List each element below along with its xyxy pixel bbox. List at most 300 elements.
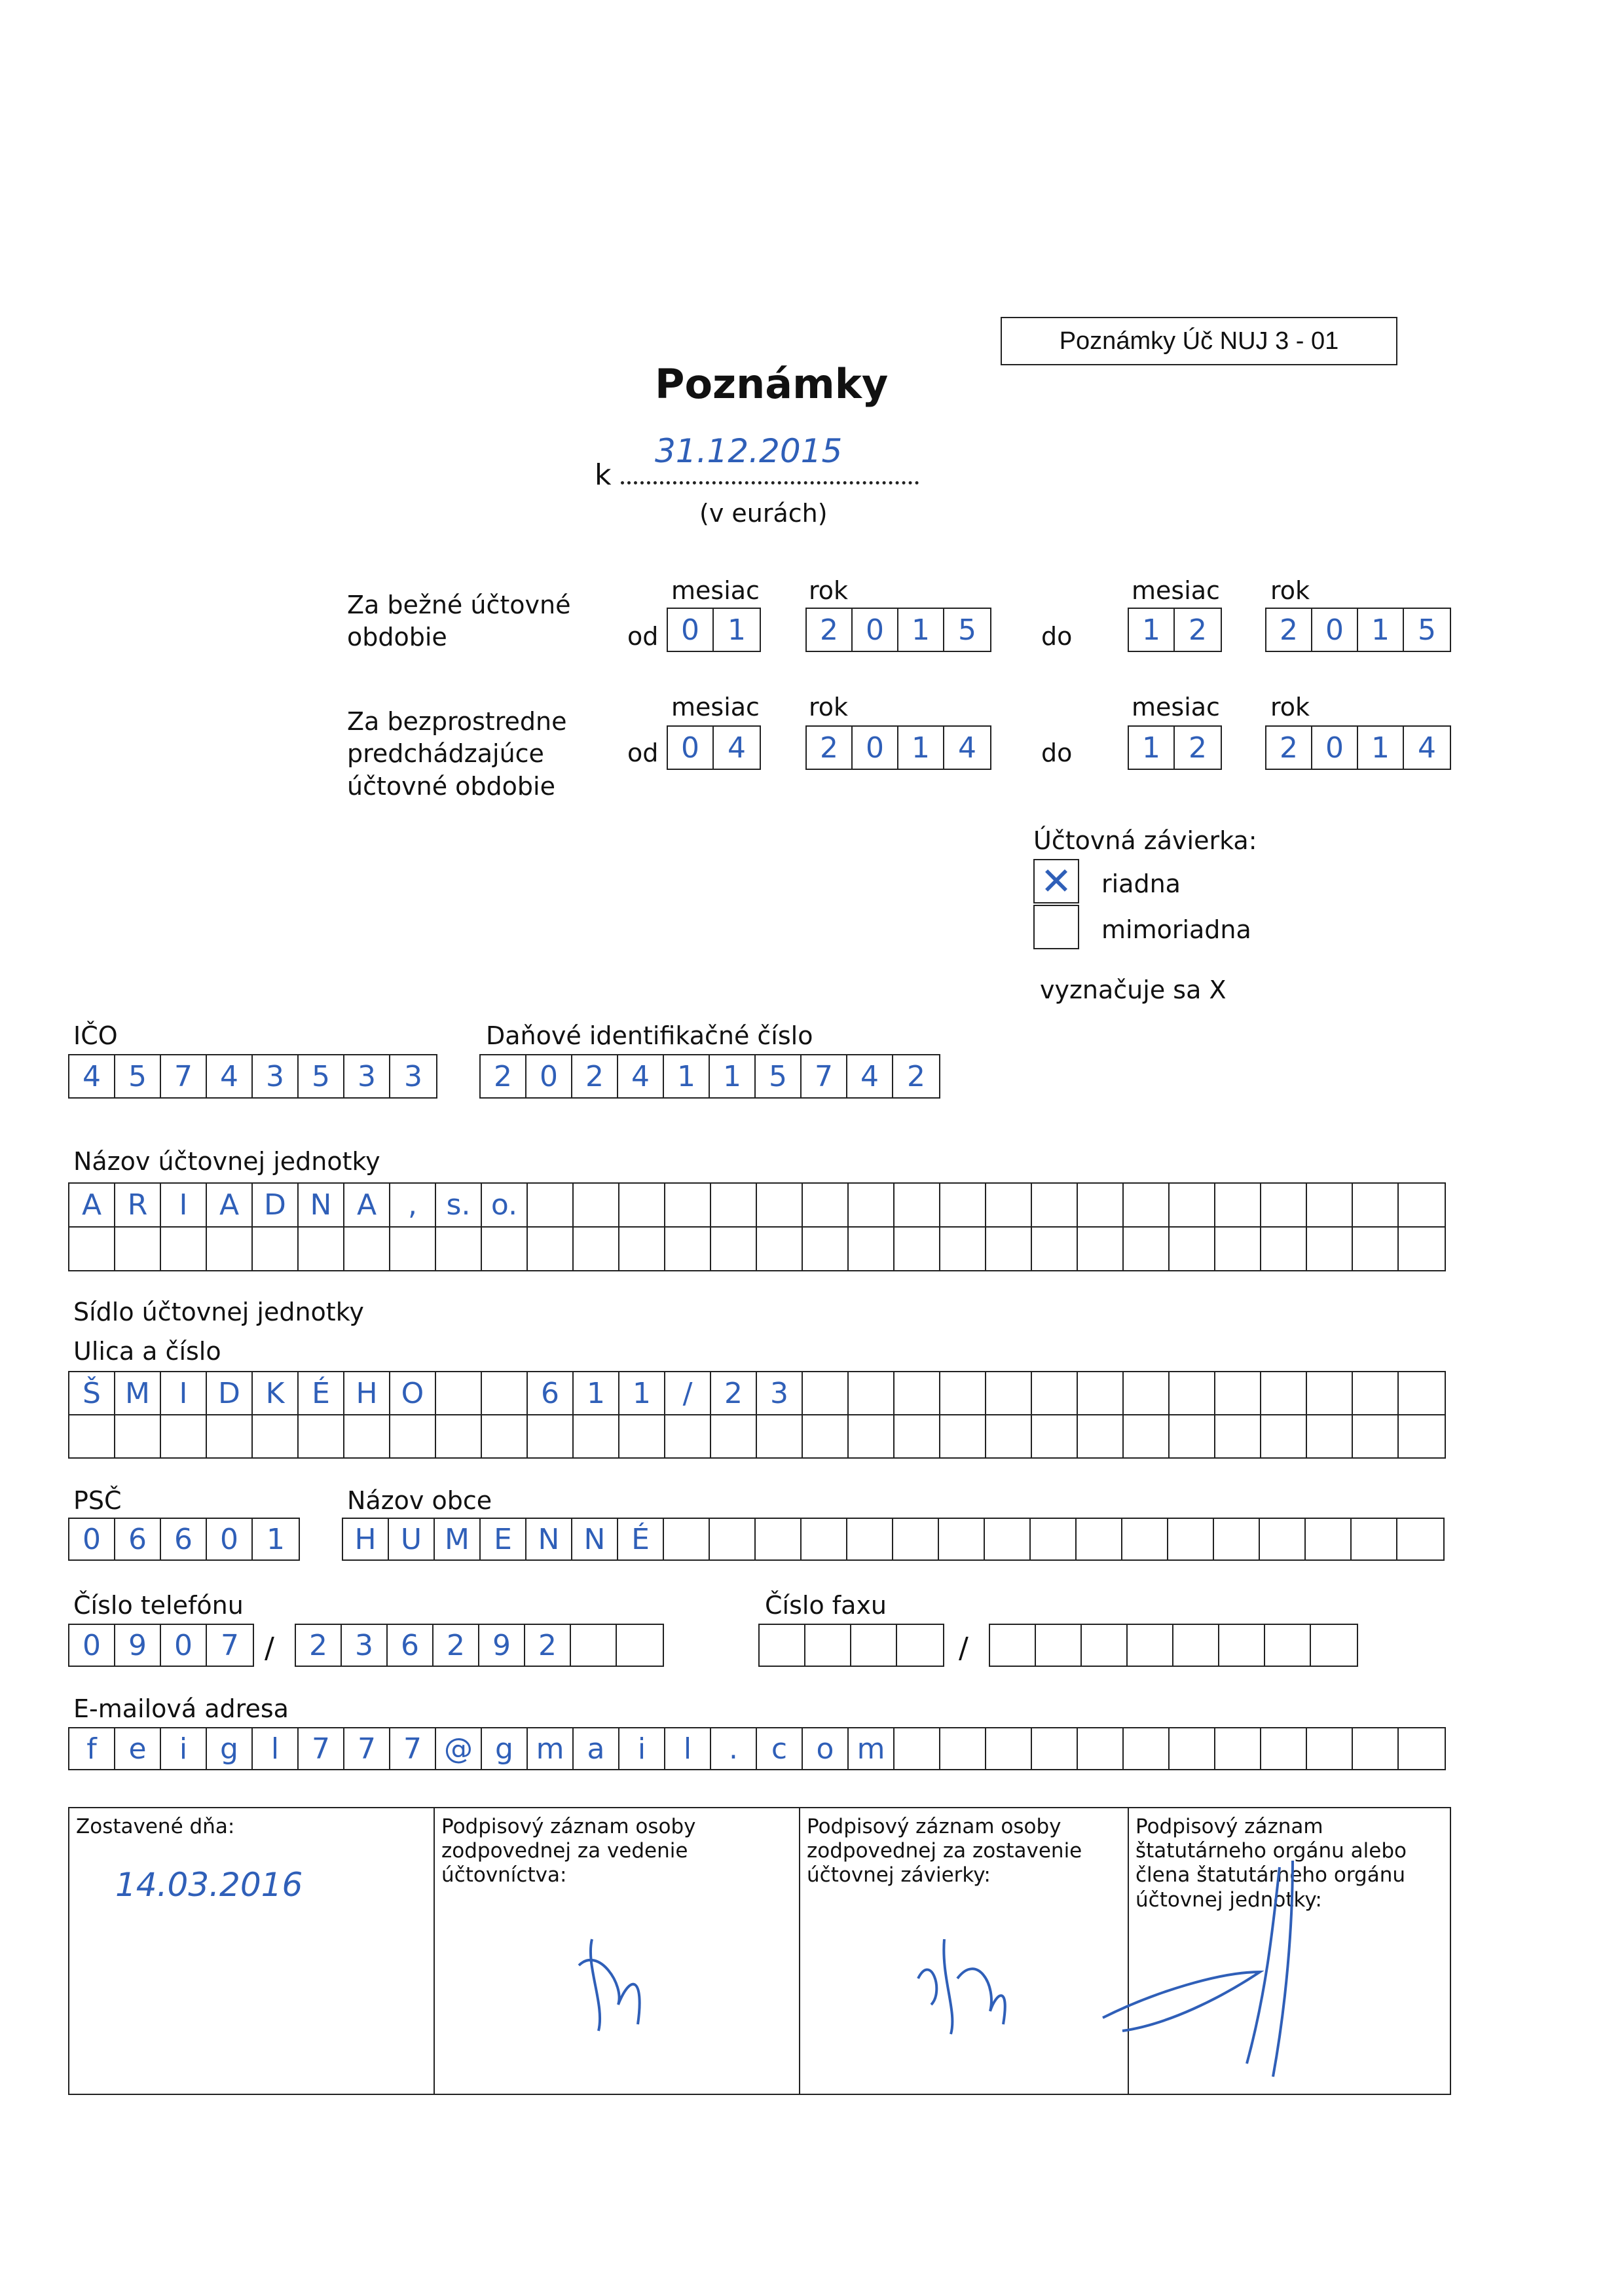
digit: 5 <box>299 1055 344 1097</box>
char-cell <box>619 1415 665 1457</box>
digit: 1 <box>267 1522 285 1556</box>
char-cell <box>482 1372 528 1414</box>
digit: 1 <box>898 609 944 651</box>
char-cell <box>1031 1519 1077 1559</box>
char-cell <box>1124 1372 1170 1414</box>
char-cell <box>115 1415 161 1457</box>
char-cell: l <box>253 1728 299 1769</box>
char-cell <box>802 1519 847 1559</box>
char-cell <box>986 1228 1032 1270</box>
digit: 1 <box>1358 609 1404 651</box>
char-cell <box>665 1415 711 1457</box>
char-cell <box>390 1228 436 1270</box>
char-cell: c <box>757 1728 803 1769</box>
digit: 1 <box>1129 727 1175 769</box>
char-cell <box>161 1415 207 1457</box>
digit: 4 <box>728 731 746 765</box>
char-cell <box>1078 1415 1124 1457</box>
char-cell <box>986 1728 1032 1769</box>
compiled-date-value: 14.03.2016 <box>115 1866 303 1904</box>
do-label: do <box>1041 622 1073 651</box>
char-cell <box>1307 1728 1353 1769</box>
char-cell <box>528 1184 574 1226</box>
char-cell <box>1170 1415 1215 1457</box>
digit <box>1036 1625 1082 1666</box>
char-cell: U <box>389 1519 435 1559</box>
char-cell: m <box>849 1728 895 1769</box>
char-cell: K <box>253 1372 299 1414</box>
char-cell: 3 <box>757 1372 803 1414</box>
closing-regular-checkbox[interactable] <box>1033 859 1079 903</box>
currency-note: (v eurách) <box>699 499 828 528</box>
digit <box>1311 1625 1357 1666</box>
signature-statutory-cell[interactable] <box>1128 1808 1450 2094</box>
digit: 7 <box>221 1628 239 1662</box>
char-cell: . <box>711 1728 757 1769</box>
digit: 4 <box>1418 731 1436 765</box>
char-cell <box>1215 1372 1261 1414</box>
char-cell <box>299 1415 344 1457</box>
char-cell <box>1032 1415 1078 1457</box>
char-cell <box>849 1415 895 1457</box>
ico-field[interactable] <box>68 1054 437 1099</box>
char-cell <box>1399 1415 1445 1457</box>
page-title: Poznámky <box>655 360 889 408</box>
char-cell <box>711 1228 757 1270</box>
digit: 9 <box>479 1625 525 1666</box>
digit <box>1173 1625 1219 1666</box>
digit: 4 <box>847 1055 893 1097</box>
char-cell <box>1168 1519 1214 1559</box>
char-cell: a <box>574 1728 619 1769</box>
char-cell <box>847 1519 893 1559</box>
digit: 0 <box>668 727 714 769</box>
period-previous-from-year[interactable] <box>805 725 991 770</box>
char-cell <box>849 1372 895 1414</box>
char-cell <box>1078 1228 1124 1270</box>
digit: 4 <box>958 731 976 765</box>
period-current-from-month[interactable] <box>667 608 761 652</box>
char-cell: I <box>161 1184 207 1226</box>
char-cell: @ <box>436 1728 482 1769</box>
char-cell: D <box>253 1184 299 1226</box>
char-cell <box>940 1415 986 1457</box>
digit <box>617 1625 663 1666</box>
char-cell <box>619 1228 665 1270</box>
char-cell: A <box>207 1184 253 1226</box>
digit: 0 <box>853 727 898 769</box>
char-cell <box>1124 1415 1170 1457</box>
dic-field[interactable] <box>479 1054 940 1099</box>
char-cell <box>1307 1184 1353 1226</box>
char-cell <box>895 1184 940 1226</box>
char-cell <box>1353 1228 1399 1270</box>
char-cell <box>390 1415 436 1457</box>
char-cell <box>528 1415 574 1457</box>
char-cell <box>711 1184 757 1226</box>
period-current-to-year[interactable] <box>1265 608 1451 652</box>
char-cell <box>1353 1184 1399 1226</box>
digit: 0 <box>69 1519 115 1559</box>
char-cell <box>436 1415 482 1457</box>
digit <box>571 1625 617 1666</box>
mesiac-label: mesiac <box>671 576 760 605</box>
form-code: Poznámky Úč NUJ 3 - 01 <box>1059 327 1339 355</box>
fax-prefix-field[interactable] <box>758 1624 944 1667</box>
mesiac-label: mesiac <box>1132 693 1220 721</box>
char-cell <box>986 1184 1032 1226</box>
char-cell <box>69 1415 115 1457</box>
digit: 1 <box>710 1055 756 1097</box>
period-current-label: Za bežné účtovné obdobie <box>347 591 571 652</box>
compiled-date-cell[interactable] <box>69 1808 434 2094</box>
rok-label: rok <box>809 693 849 721</box>
do-label: do <box>1041 738 1073 767</box>
char-cell <box>1078 1372 1124 1414</box>
digit: 0 <box>853 609 898 651</box>
digit <box>1265 1625 1311 1666</box>
digit: 6 <box>161 1519 207 1559</box>
char-cell <box>940 1184 986 1226</box>
digit: 5 <box>115 1055 161 1097</box>
char-cell: É <box>618 1519 664 1559</box>
char-cell <box>1261 1415 1307 1457</box>
char-cell <box>528 1228 574 1270</box>
char-cell: f <box>69 1728 115 1769</box>
dic-label: Daňové identifikačné číslo <box>486 1021 813 1050</box>
digit <box>805 1625 851 1666</box>
digit: 2 <box>907 1059 925 1093</box>
street-row-1 <box>69 1372 1445 1414</box>
char-cell <box>1215 1415 1261 1457</box>
digit: 7 <box>161 1055 207 1097</box>
char-cell: i <box>161 1728 207 1769</box>
fax-number-field[interactable] <box>989 1624 1358 1667</box>
char-cell <box>1399 1372 1445 1414</box>
form-code-box <box>1001 317 1397 365</box>
char-cell <box>1124 1728 1170 1769</box>
entity-name-label: Názov účtovnej jednotky <box>73 1147 380 1176</box>
digit <box>897 1625 943 1666</box>
char-cell: E <box>481 1519 526 1559</box>
char-cell <box>1124 1228 1170 1270</box>
period-previous-to-year[interactable] <box>1265 725 1451 770</box>
char-cell <box>1353 1415 1399 1457</box>
char-cell <box>711 1415 757 1457</box>
char-cell <box>1032 1372 1078 1414</box>
char-cell <box>895 1728 940 1769</box>
char-cell <box>895 1415 940 1457</box>
char-cell <box>1307 1415 1353 1457</box>
digit: 2 <box>807 609 853 651</box>
city-label: Názov obce <box>347 1486 492 1515</box>
digit: 9 <box>115 1625 161 1666</box>
char-cell: N <box>299 1184 344 1226</box>
char-cell <box>436 1228 482 1270</box>
char-cell <box>115 1228 161 1270</box>
digit: 3 <box>342 1625 388 1666</box>
digit: 2 <box>572 1055 618 1097</box>
digit: 6 <box>388 1625 434 1666</box>
char-cell: 7 <box>390 1728 436 1769</box>
street-label: Ulica a číslo <box>73 1337 221 1366</box>
char-cell: M <box>115 1372 161 1414</box>
digit: 3 <box>344 1055 390 1097</box>
signature-statutory-label: Podpisový záznam štatutárneho orgánu alebo člena štatutárneho orgánu účtovnej jednotky: <box>1135 1815 1407 1912</box>
signature-statutory <box>1077 1848 1365 2096</box>
digit: 2 <box>807 727 853 769</box>
char-cell <box>1078 1184 1124 1226</box>
digit: 2 <box>1266 609 1312 651</box>
char-cell <box>344 1415 390 1457</box>
char-cell <box>1077 1519 1122 1559</box>
x-mark-icon: ✕ <box>1040 859 1073 903</box>
ico-label: IČO <box>73 1021 118 1050</box>
digit: 0 <box>161 1625 207 1666</box>
digit: 4 <box>207 1055 253 1097</box>
period-previous-from-month[interactable] <box>667 725 761 770</box>
char-cell <box>1353 1728 1399 1769</box>
char-cell: 1 <box>619 1372 665 1414</box>
char-cell <box>1307 1228 1353 1270</box>
char-cell <box>1078 1728 1124 1769</box>
closing-regular-label: riadna <box>1101 869 1181 898</box>
street-row-2 <box>69 1414 1445 1457</box>
char-cell <box>1306 1519 1352 1559</box>
char-cell <box>893 1519 939 1559</box>
char-cell <box>803 1228 849 1270</box>
char-cell <box>895 1228 940 1270</box>
digit: 2 <box>296 1625 342 1666</box>
digit <box>990 1625 1036 1666</box>
char-cell <box>1215 1728 1261 1769</box>
digit: 5 <box>958 613 976 647</box>
compiled-date-label: Zostavené dňa: <box>76 1815 235 1838</box>
char-cell: O <box>390 1372 436 1414</box>
email-field[interactable] <box>68 1727 1446 1770</box>
char-cell <box>1215 1228 1261 1270</box>
char-cell: 7 <box>299 1728 344 1769</box>
mesiac-label: mesiac <box>671 693 760 721</box>
signature-preparer-label: Podpisový záznam osoby zodpovednej za zostavenie účtovnej závierky: <box>807 1815 1082 1887</box>
char-cell <box>1399 1728 1445 1769</box>
closing-extraordinary-label: mimoriadna <box>1101 915 1251 944</box>
char-cell <box>986 1415 1032 1457</box>
char-cell: M <box>435 1519 481 1559</box>
char-cell: H <box>343 1519 389 1559</box>
char-cell <box>1122 1519 1168 1559</box>
char-cell <box>986 1372 1032 1414</box>
digit: 0 <box>1312 727 1358 769</box>
period-current-to-month[interactable] <box>1128 608 1222 652</box>
char-cell <box>664 1519 710 1559</box>
digit: 5 <box>1418 613 1436 647</box>
char-cell: N <box>526 1519 572 1559</box>
char-cell <box>665 1228 711 1270</box>
phone-label: Číslo telefónu <box>73 1591 244 1620</box>
psc-label: PSČ <box>73 1486 122 1515</box>
entity-name-row-2 <box>69 1226 1445 1270</box>
char-cell: A <box>344 1184 390 1226</box>
char-cell <box>1399 1184 1445 1226</box>
date-dotted-line <box>621 481 919 484</box>
signature-accounting <box>566 1926 671 2037</box>
char-cell <box>757 1184 803 1226</box>
char-cell <box>574 1184 619 1226</box>
char-cell <box>803 1415 849 1457</box>
rok-label: rok <box>1270 576 1310 605</box>
digit: 1 <box>1129 609 1175 651</box>
char-cell <box>803 1372 849 1414</box>
rok-label: rok <box>809 576 849 605</box>
entity-name-field[interactable] <box>68 1182 1446 1271</box>
char-cell: H <box>344 1372 390 1414</box>
digit: 1 <box>898 727 944 769</box>
char-cell: g <box>482 1728 528 1769</box>
char-cell: 1 <box>574 1372 619 1414</box>
seat-label: Sídlo účtovnej jednotky <box>73 1298 364 1326</box>
char-cell <box>1261 1184 1307 1226</box>
char-cell <box>1032 1184 1078 1226</box>
char-cell <box>253 1415 299 1457</box>
char-cell <box>436 1372 482 1414</box>
date-prefix: k <box>595 458 612 492</box>
digit: 4 <box>69 1055 115 1097</box>
char-cell <box>940 1372 986 1414</box>
char-cell <box>940 1228 986 1270</box>
char-cell <box>1261 1228 1307 1270</box>
closing-heading: Účtovná závierka: <box>1033 826 1257 855</box>
char-cell <box>207 1415 253 1457</box>
char-cell: 7 <box>344 1728 390 1769</box>
char-cell <box>482 1228 528 1270</box>
phone-number-field[interactable] <box>295 1624 664 1667</box>
char-cell <box>1352 1519 1397 1559</box>
signature-table <box>68 1807 1451 2095</box>
char-cell <box>757 1415 803 1457</box>
signature-accounting-label: Podpisový záznam osoby zodpovednej za vedenie účtovníctva: <box>441 1815 696 1887</box>
char-cell: m <box>528 1728 574 1769</box>
char-cell <box>253 1228 299 1270</box>
char-cell <box>1032 1228 1078 1270</box>
char-cell <box>619 1184 665 1226</box>
digit: 2 <box>434 1625 479 1666</box>
char-cell <box>1170 1184 1215 1226</box>
digit: 0 <box>668 609 714 651</box>
mesiac-label: mesiac <box>1132 576 1220 605</box>
char-cell <box>1032 1728 1078 1769</box>
char-cell <box>344 1228 390 1270</box>
char-cell: o. <box>482 1184 528 1226</box>
char-cell <box>985 1519 1031 1559</box>
digit <box>851 1625 897 1666</box>
entity-name-row-1 <box>69 1184 1445 1226</box>
digit: 2 <box>525 1625 571 1666</box>
char-cell: É <box>299 1372 344 1414</box>
char-cell <box>939 1519 985 1559</box>
char-cell <box>69 1228 115 1270</box>
char-cell <box>1261 1372 1307 1414</box>
char-cell <box>1170 1728 1215 1769</box>
char-cell <box>1170 1228 1215 1270</box>
email-label: E-mailová adresa <box>73 1694 289 1723</box>
city-field[interactable] <box>342 1518 1445 1561</box>
char-cell: D <box>207 1372 253 1414</box>
char-cell <box>1353 1372 1399 1414</box>
char-cell <box>665 1184 711 1226</box>
char-cell <box>1399 1228 1445 1270</box>
char-cell <box>299 1228 344 1270</box>
char-cell <box>482 1415 528 1457</box>
char-cell <box>1260 1519 1306 1559</box>
char-cell: 6 <box>528 1372 574 1414</box>
digit <box>1082 1625 1128 1666</box>
char-cell <box>1124 1184 1170 1226</box>
char-cell: g <box>207 1728 253 1769</box>
od-label: od <box>627 738 659 767</box>
signature-preparer <box>905 1926 1023 2037</box>
char-cell: , <box>390 1184 436 1226</box>
char-cell: A <box>69 1184 115 1226</box>
char-cell <box>895 1372 940 1414</box>
char-cell: e <box>115 1728 161 1769</box>
char-cell: R <box>115 1184 161 1226</box>
digit: 1 <box>1358 727 1404 769</box>
char-cell: i <box>619 1728 665 1769</box>
char-cell <box>1170 1372 1215 1414</box>
digit: 1 <box>728 613 746 647</box>
phone-prefix-field[interactable] <box>68 1624 254 1667</box>
street-field[interactable] <box>68 1371 1446 1459</box>
digit: 2 <box>481 1055 526 1097</box>
phone-slash: / <box>265 1631 274 1665</box>
digit: 3 <box>404 1059 422 1093</box>
char-cell <box>1215 1184 1261 1226</box>
digit <box>760 1625 805 1666</box>
char-cell: N <box>572 1519 618 1559</box>
char-cell <box>1261 1728 1307 1769</box>
digit <box>1219 1625 1265 1666</box>
char-cell <box>574 1228 619 1270</box>
period-previous-to-month[interactable] <box>1128 725 1222 770</box>
char-cell: I <box>161 1372 207 1414</box>
char-cell <box>161 1228 207 1270</box>
closing-extraordinary-checkbox[interactable] <box>1033 905 1079 949</box>
digit: 1 <box>664 1055 710 1097</box>
char-cell: 2 <box>711 1372 757 1414</box>
psc-field[interactable] <box>68 1518 300 1561</box>
char-cell <box>710 1519 756 1559</box>
digit: 0 <box>69 1625 115 1666</box>
char-cell: o <box>803 1728 849 1769</box>
date-value: 31.12.2015 <box>655 432 843 470</box>
signature-accounting-cell[interactable] <box>434 1808 800 2094</box>
digit: 2 <box>1189 731 1207 765</box>
digit: 0 <box>1312 609 1358 651</box>
char-cell <box>757 1228 803 1270</box>
digit: 2 <box>1189 613 1207 647</box>
rok-label: rok <box>1270 693 1310 721</box>
char-cell: Š <box>69 1372 115 1414</box>
char-cell <box>940 1728 986 1769</box>
fax-slash: / <box>959 1631 969 1665</box>
period-current-from-year[interactable] <box>805 608 991 652</box>
digit: 5 <box>756 1055 802 1097</box>
char-cell: l <box>665 1728 711 1769</box>
fax-label: Číslo faxu <box>765 1591 887 1620</box>
period-previous-label: Za bezprostredne predchádzajúce účtovné obdobie <box>347 707 567 801</box>
digit <box>1128 1625 1173 1666</box>
